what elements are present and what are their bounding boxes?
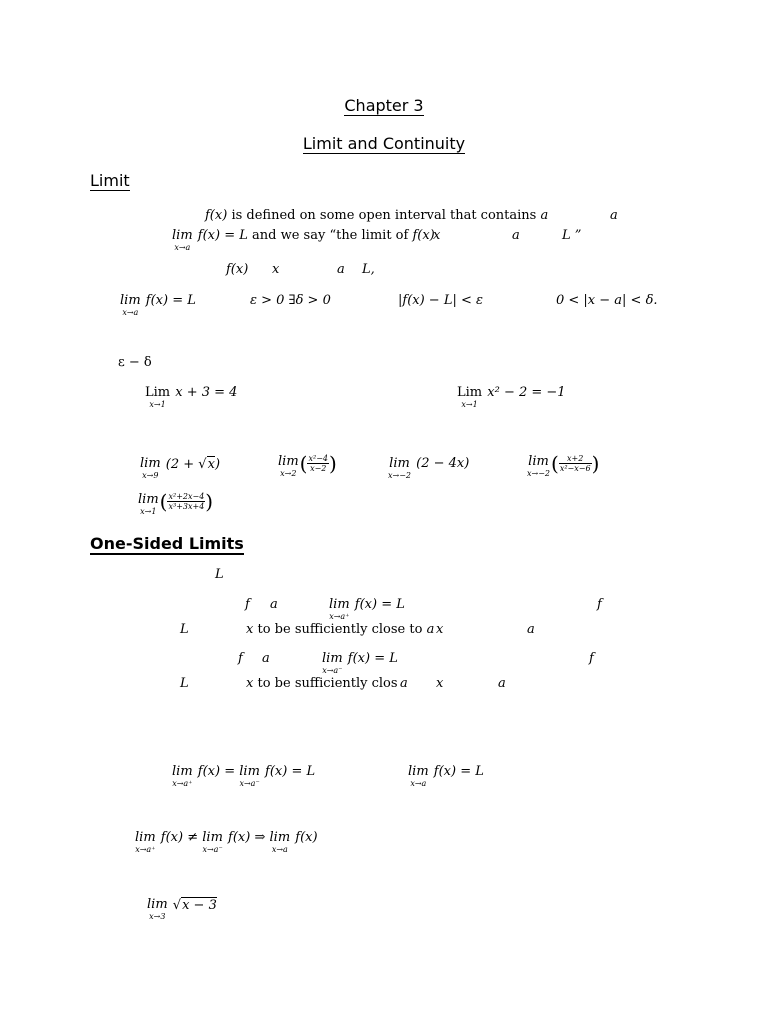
definition-line-2: lim x→a f(x) = L and we say “the limit of f(x) xyxy=(172,228,435,252)
example-limit-1: Lim x→1 x + 3 = 4 xyxy=(145,385,238,409)
definition-line-1: f(x) is defined on some open interval that contains a xyxy=(205,208,549,223)
example-limit-2: Lim x→1 x² − 2 = −1 xyxy=(457,385,566,409)
left-limit-a: a xyxy=(262,651,270,666)
definition-line-3-x: x xyxy=(272,262,280,277)
problem-1: lim x→9 (2 + √x) xyxy=(140,456,221,480)
left-limit-condition: x to be sufficiently clos xyxy=(246,676,398,691)
left-limit-expression: lim x→a⁻ f(x) = L xyxy=(322,651,398,675)
definition-line-2-L: L ” xyxy=(562,228,582,243)
left-limit-f2: f xyxy=(589,651,594,666)
right-limit-a: a xyxy=(270,597,278,612)
problem-2: lim x→2 ( $\frac{\text{x²−4}}{x-2}$ ) xyxy=(278,451,337,478)
section-heading-limit: Limit xyxy=(90,171,130,190)
definition-line-1-a: a xyxy=(610,208,618,223)
chapter-title: Chapter 3 xyxy=(344,96,424,115)
definition-line-2-x: x xyxy=(433,228,441,243)
problem-5: lim x→1 ( $\frac{\text{x²+2x−4}}{\text{x³+3x+4}}$ ) xyxy=(138,489,214,516)
one-sided-L: L xyxy=(215,567,224,582)
definition-line-3-fx: f(x) xyxy=(226,262,249,277)
definition-line-3-L: L, xyxy=(362,262,375,277)
problem-3: lim x→−2 (2 − 4x) xyxy=(388,456,470,480)
left-limit-L: L xyxy=(180,676,189,691)
limit-exists-condition: lim x→a⁺ f(x) = lim x→a⁻ f(x) = L xyxy=(172,764,316,788)
right-limit-L: L xyxy=(180,622,189,637)
section-heading-one-sided-limits: One-Sided Limits xyxy=(90,534,244,553)
right-limit-expression: lim x→a⁺ f(x) = L xyxy=(329,597,405,621)
limit-does-not-exist: lim x→a⁺ f(x) ≠ lim x→a⁻ f(x) ⇒ lim x→a f(x) xyxy=(135,830,318,854)
epsilon-delta-quantifiers: ε > 0 ∃δ > 0 xyxy=(250,293,331,308)
right-limit-x: x xyxy=(436,622,444,637)
epsilon-delta-interval: 0 < |x − a| < δ. xyxy=(556,293,658,308)
definition-line-2-a: a xyxy=(512,228,520,243)
left-limit-a2: a xyxy=(498,676,506,691)
right-limit-condition: x to be sufficiently close to a xyxy=(246,622,435,637)
right-limit-f2: f xyxy=(597,597,602,612)
left-limit-f: f xyxy=(238,651,243,666)
definition-line-3-a: a xyxy=(337,262,345,277)
epsilon-delta-condition: |f(x) − L| < ε xyxy=(398,293,483,308)
chapter-subtitle: Limit and Continuity xyxy=(302,134,466,153)
left-limit-a: a xyxy=(400,676,408,691)
epsilon-delta-label: ε − δ xyxy=(118,355,152,370)
epsilon-delta-definition: lim x→a f(x) = L xyxy=(120,293,196,317)
sqrt-limit-example: lim x→3 √x − 3 xyxy=(147,897,217,921)
right-limit-f: f xyxy=(245,597,250,612)
left-limit-x: x xyxy=(436,676,444,691)
right-limit-a2: a xyxy=(527,622,535,637)
problem-4: lim x→−2 ( $\frac{x+2}{\text{x²−x−6}}$ ) xyxy=(527,451,600,478)
limit-exists-result: lim x→a f(x) = L xyxy=(408,764,484,788)
